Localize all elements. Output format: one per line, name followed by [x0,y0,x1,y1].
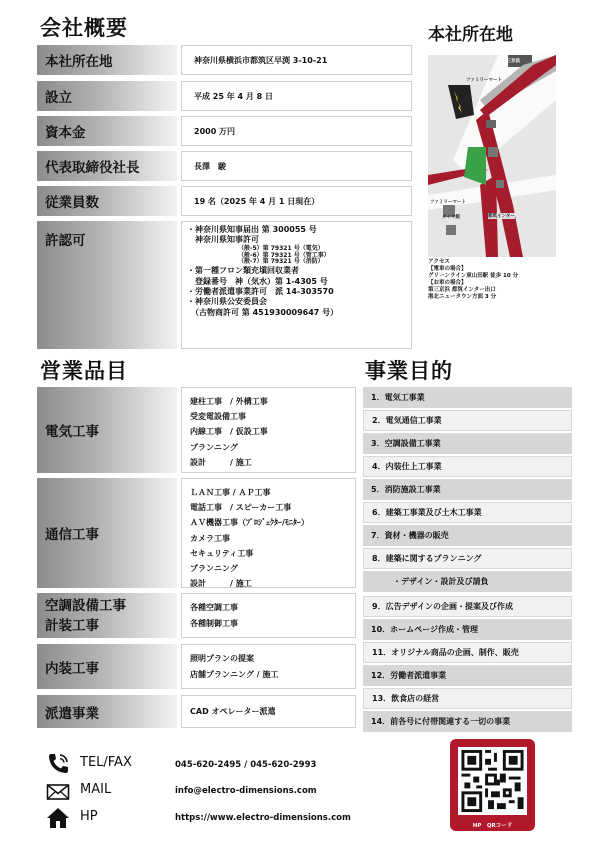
license-line: ・第一種フロン類充塡回収業者 [187,266,299,276]
biz-item: プランニング [190,442,238,452]
row-value-employees: 19 名（2025 年 4 月 1 日現在） [181,186,412,216]
map-label-route: 第三京浜 [502,59,520,64]
mail-icon [46,781,70,803]
access-line: 第三京浜 都筑インター出口 [428,287,496,293]
purpose-item: 3．空調設備工事業 [363,433,572,454]
purpose-item: 5．消防施設工事業 [363,479,572,500]
access-line: 港北ニュータウン方面 3 分 [428,294,497,300]
access-line: グリーンライン東山田駅 徒歩 10 分 [428,273,519,279]
biz-item: カメラ工事 [190,533,230,543]
biz-item: ＡＶ機器工事（ﾌﾟﾛｼﾞｪｸﾀｰ/ﾓﾆﾀｰ） [190,518,309,528]
access-line: アクセス [428,259,450,265]
home-icon [46,807,70,829]
biz-label-hvac-line1: 空調設備工事 [45,597,126,614]
purpose-item: 7．資材・機器の販売 [363,525,572,546]
access-line: 【電車の場合】 [428,266,467,272]
row-label-licenses: 許認可 [37,221,177,349]
biz-item: 各種空調工事 [190,603,238,613]
biz-items-staffing [181,695,356,728]
purpose-item: 4．内装仕上工事業 [363,456,572,477]
license-subline: （般-6）第 79321 号（管工事） [238,251,330,259]
biz-items-hvac [181,593,356,638]
biz-items-telecom [181,478,356,588]
biz-label-electric: 電気工事 [37,387,177,473]
map-label-familymart-1: ファミリーマート [466,78,502,83]
hq-title: 本社所在地 [428,25,513,45]
purpose-item: 6．建築工事業及び土木工事業 [363,502,572,523]
row-label-employees: 従業員数 [37,186,177,216]
access-line: 【お車の場合】 [428,280,467,286]
biz-label-staffing: 派遣事業 [37,695,177,728]
biz-items-interior [181,644,356,689]
biz-item: 内線工事 / 仮設工事 [190,427,268,437]
license-line: ・労働者派遣事業許可 派 14-303570 [187,287,334,297]
overview-title: 会社概要 [40,16,128,40]
biz-item: プランニング [190,564,238,574]
biz-label-interior: 内装工事 [37,644,177,689]
row-value-founded: 平成 25 年 4 月 8 日 [181,81,412,111]
license-subline: （般-7）第 79321 号（消防） [238,258,324,266]
hp-value[interactable]: https://www.electro-dimensions.com [175,813,351,823]
purpose-item: 11．オリジナル商品の企画、制作、販売 [363,642,572,663]
purpose-item: 8．建築に関するプランニング [363,548,572,569]
license-line: 神奈川県知事許可 [187,235,259,245]
purpose-item: 13．飲食店の経営 [363,688,572,709]
biz-item: CAD オペレーター派遣 [190,706,276,716]
qr-caption: HP QRコード [472,823,513,829]
map-graphic [428,55,556,257]
biz-item: 各種制御工事 [190,618,238,628]
row-value-capital: 2000 万円 [181,116,412,146]
qr-code [458,747,527,815]
location-map[interactable] [428,55,556,257]
row-value-ceo: 長澤 駿 [181,151,412,181]
biz-item: 建柱工事 / 外構工事 [190,397,268,406]
license-line: 登録番号 神（気水）第 1-4305 号 [187,276,328,286]
access-info [428,259,578,301]
purpose-item: 12．労働者派遣事業 [363,665,572,686]
biz-item: 設計 / 施工 [190,457,252,467]
biz-item: 照明プランの提案 [190,654,254,664]
biz-item: 設計 / 施工 [190,579,252,589]
license-line: （古物商許可 第 451930009647 号） [187,307,339,317]
map-label-tire: タイヤ館 [442,215,460,220]
hp-label: HP [80,809,98,824]
row-label-ceo: 代表取締役社長 [37,151,177,181]
license-line: ・神奈川県公安委員会 [187,297,267,307]
licenses-list [181,221,412,349]
biz-label-hvac-line2: 計装工事 [45,617,99,634]
business-title: 営業品目 [40,359,128,383]
license-subline: （般-5）第 79321 号（電気） [238,244,324,252]
purpose-item: 14．前各号に付帯関連する一切の事業 [363,711,572,732]
row-label-capital: 資本金 [37,116,177,146]
map-label-familymart-2: ファミリーマート [430,200,466,205]
row-label-founded: 設立 [37,81,177,111]
phone-icon [46,752,70,774]
biz-item: 受変電設備工事 [190,412,246,422]
purposes-title: 事業目的 [365,359,453,383]
mail-value[interactable]: info@electro-dimensions.com [175,786,317,796]
purpose-item: 9．広告デザインの企画・提案及び作成 [363,596,572,617]
tel-label: TEL/FAX [80,755,132,770]
biz-items-electric [181,387,356,473]
biz-item: 電話工事 / スピーカー工事 [190,503,292,513]
biz-item: ＬＡＮ工事 / ＡＰ工事 [190,488,271,497]
biz-item: 店舗プランニング / 施工 [190,669,279,679]
biz-label-telecom: 通信工事 [37,478,177,588]
mail-label: MAIL [80,782,112,797]
tel-value[interactable]: 045-620-2495 / 045-620-2993 [175,760,317,770]
qr-code-card[interactable] [450,739,535,831]
qr-pattern [458,747,527,815]
biz-item: セキュリティ工事 [190,548,254,558]
row-label-address: 本社所在地 [37,45,177,75]
purpose-item: 2．電気通信工事業 [363,410,572,431]
purpose-item: 10．ホームページ作成・管理 [363,619,572,640]
map-label-ic: 都筑インター [488,214,515,219]
row-value-address: 神奈川県横浜市都筑区早渕 3-10-21 [181,45,412,75]
purpose-item: ・デザイン・設計及び請負 [363,571,572,592]
biz-label-hvac [37,593,177,638]
purpose-item: 1．電気工事業 [363,387,572,408]
license-line: ・神奈川県知事届出 第 300055 号 [187,225,317,234]
